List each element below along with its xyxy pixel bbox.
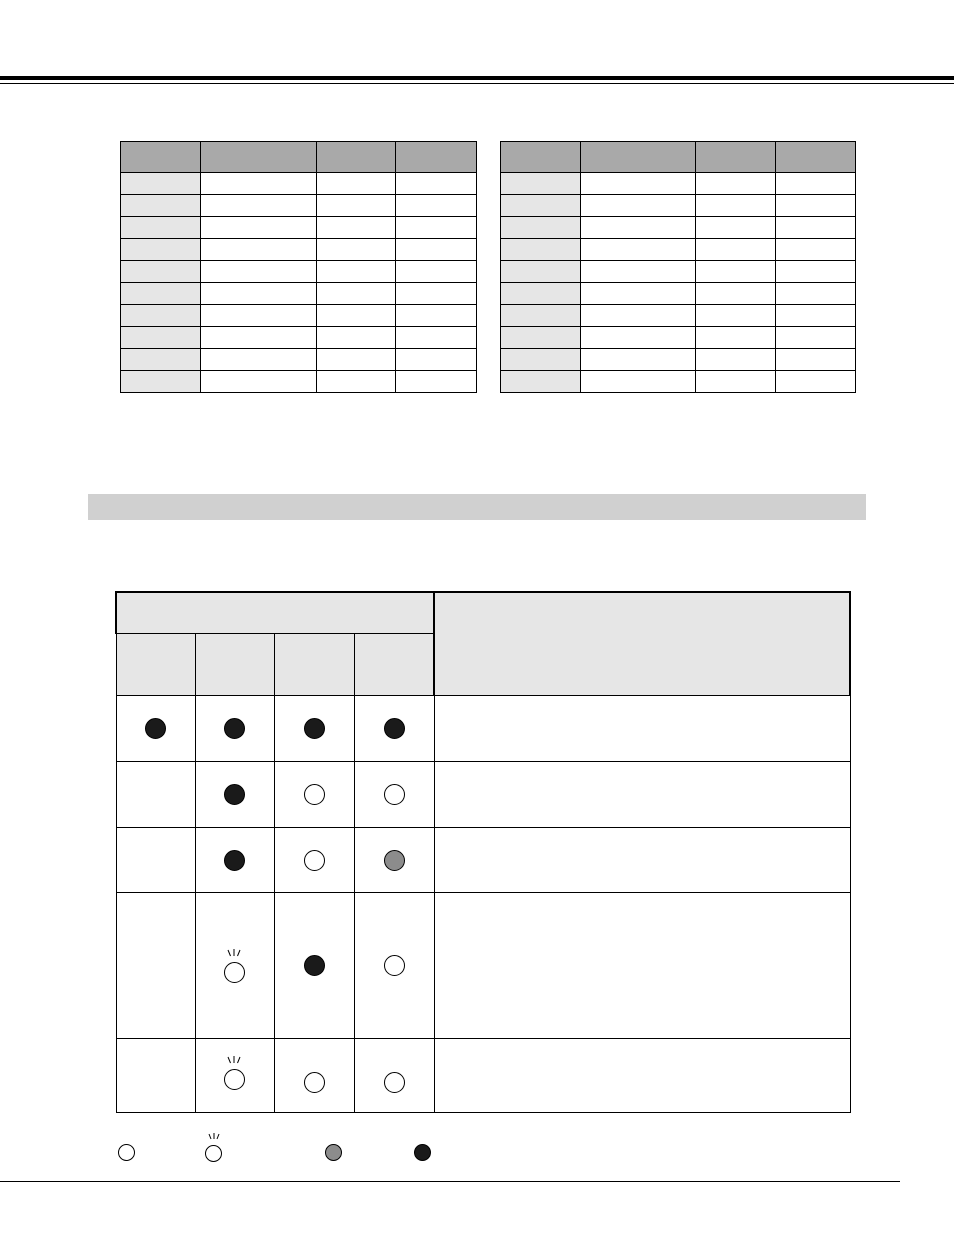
value-cell — [696, 349, 776, 371]
spec-table-row — [121, 173, 477, 195]
value-cell — [696, 195, 776, 217]
value-cell — [201, 327, 317, 349]
value-cell — [317, 217, 396, 239]
value-cell — [696, 305, 776, 327]
value-cell — [581, 305, 696, 327]
indicator-row — [116, 696, 850, 762]
indicator-cell — [354, 696, 434, 762]
indicator-cell — [195, 828, 274, 893]
led-intermediate-icon — [384, 850, 405, 871]
legend — [118, 1132, 538, 1162]
condition-description-cell — [434, 696, 850, 762]
indicator-cell — [354, 762, 434, 828]
led-blinking-icon — [223, 949, 247, 983]
spec-table-row — [501, 173, 856, 195]
indicator-cell — [195, 1039, 274, 1113]
value-cell — [396, 283, 477, 305]
spec-table-row — [121, 305, 477, 327]
legend-item-off — [118, 1144, 135, 1162]
indicator-row — [116, 828, 850, 893]
spec-table-left — [120, 141, 477, 393]
value-cell — [396, 349, 477, 371]
value-cell — [581, 173, 696, 195]
value-cell — [776, 261, 856, 283]
value-cell — [776, 327, 856, 349]
indicator-group-header — [116, 592, 434, 634]
spec-table-row — [501, 261, 856, 283]
value-cell — [581, 239, 696, 261]
row-label-cell — [121, 217, 201, 239]
indicator-column-header — [116, 634, 195, 696]
value-cell — [396, 305, 477, 327]
value-cell — [396, 195, 477, 217]
value-cell — [396, 327, 477, 349]
indicator-cell — [116, 762, 195, 828]
led-on-icon — [145, 718, 166, 739]
row-label-cell — [501, 283, 581, 305]
value-cell — [776, 195, 856, 217]
header-cell — [396, 142, 477, 173]
value-cell — [776, 305, 856, 327]
led-off-icon — [118, 1144, 135, 1161]
condition-description-cell — [434, 1039, 850, 1113]
value-cell — [581, 349, 696, 371]
spec-table-row — [501, 327, 856, 349]
indicator-row — [116, 762, 850, 828]
value-cell — [201, 195, 317, 217]
indicator-cell — [274, 1039, 354, 1113]
spec-table-row — [121, 283, 477, 305]
indicator-row — [116, 893, 850, 1039]
row-label-cell — [501, 239, 581, 261]
row-label-cell — [501, 371, 581, 393]
value-cell — [201, 371, 317, 393]
indicator-column-header — [274, 634, 354, 696]
row-label-cell — [501, 261, 581, 283]
indicator-cell — [116, 828, 195, 893]
value-cell — [201, 261, 317, 283]
led-on-icon — [384, 718, 405, 739]
value-cell — [776, 217, 856, 239]
header-cell — [501, 142, 581, 173]
led-blinking-icon — [223, 1056, 247, 1090]
value-cell — [201, 349, 317, 371]
value-cell — [696, 261, 776, 283]
indicator-header-row — [116, 592, 850, 634]
top-rule-thick — [0, 76, 954, 80]
header-cell — [201, 142, 317, 173]
indicator-cell — [116, 1039, 195, 1113]
indicator-cell — [195, 762, 274, 828]
value-cell — [317, 349, 396, 371]
row-label-cell — [501, 195, 581, 217]
value-cell — [696, 173, 776, 195]
indicator-cell — [274, 762, 354, 828]
spec-table-header-row — [501, 142, 856, 173]
value-cell — [201, 283, 317, 305]
indicator-cell — [274, 828, 354, 893]
spec-table-row — [121, 239, 477, 261]
header-cell — [696, 142, 776, 173]
led-intermediate-icon — [325, 1144, 342, 1161]
value-cell — [696, 239, 776, 261]
row-label-cell — [121, 283, 201, 305]
spec-table-row — [121, 349, 477, 371]
value-cell — [317, 173, 396, 195]
section-heading-band — [88, 494, 866, 520]
value-cell — [776, 173, 856, 195]
value-cell — [581, 217, 696, 239]
value-cell — [396, 217, 477, 239]
value-cell — [581, 371, 696, 393]
row-label-cell — [501, 173, 581, 195]
led-blinking-icon — [204, 1133, 224, 1162]
led-off-icon — [304, 784, 325, 805]
led-on-icon — [304, 955, 325, 976]
spec-table-row — [501, 305, 856, 327]
value-cell — [201, 173, 317, 195]
row-label-cell — [501, 217, 581, 239]
value-cell — [317, 261, 396, 283]
row-label-cell — [501, 349, 581, 371]
indicator-cell — [354, 1039, 434, 1113]
indicator-cell — [195, 696, 274, 762]
value-cell — [201, 305, 317, 327]
led-off-icon — [384, 784, 405, 805]
spec-table-row — [501, 217, 856, 239]
spec-table-row — [501, 349, 856, 371]
spec-table-row — [501, 239, 856, 261]
led-on-icon — [304, 718, 325, 739]
value-cell — [696, 327, 776, 349]
row-label-cell — [121, 327, 201, 349]
value-cell — [317, 327, 396, 349]
value-cell — [776, 371, 856, 393]
row-label-cell — [121, 173, 201, 195]
top-rule-thin — [0, 83, 954, 84]
value-cell — [317, 371, 396, 393]
value-cell — [581, 261, 696, 283]
row-label-cell — [121, 239, 201, 261]
value-cell — [396, 261, 477, 283]
value-cell — [201, 239, 317, 261]
indicator-column-header — [354, 634, 434, 696]
value-cell — [396, 173, 477, 195]
value-cell — [396, 239, 477, 261]
value-cell — [317, 195, 396, 217]
header-cell — [121, 142, 201, 173]
legend-item-blinking — [204, 1133, 224, 1162]
row-label-cell — [121, 305, 201, 327]
indicator-column-header — [195, 634, 274, 696]
indicator-cell — [195, 893, 274, 1039]
condition-description-cell — [434, 828, 850, 893]
value-cell — [581, 195, 696, 217]
led-off-icon — [384, 1072, 405, 1093]
header-cell — [776, 142, 856, 173]
value-cell — [696, 283, 776, 305]
indicator-cell — [274, 893, 354, 1039]
spec-table-row — [501, 283, 856, 305]
spec-table-row — [121, 327, 477, 349]
led-off-icon — [384, 955, 405, 976]
spec-table-row — [121, 195, 477, 217]
condition-description-cell — [434, 893, 850, 1039]
value-cell — [317, 305, 396, 327]
row-label-cell — [121, 261, 201, 283]
spec-table-row — [121, 217, 477, 239]
indicator-table — [115, 591, 851, 1113]
spec-table-row — [501, 371, 856, 393]
value-cell — [396, 371, 477, 393]
value-cell — [776, 239, 856, 261]
value-cell — [696, 217, 776, 239]
spec-table-row — [121, 261, 477, 283]
condition-description-cell — [434, 762, 850, 828]
header-cell — [581, 142, 696, 173]
value-cell — [776, 349, 856, 371]
value-cell — [581, 283, 696, 305]
indicator-row — [116, 1039, 850, 1113]
value-cell — [696, 371, 776, 393]
legend-item-intermediate — [325, 1144, 342, 1162]
led-on-icon — [224, 850, 245, 871]
value-cell — [776, 283, 856, 305]
condition-header — [434, 592, 850, 696]
led-on-icon — [224, 784, 245, 805]
header-cell — [317, 142, 396, 173]
row-label-cell — [121, 195, 201, 217]
indicator-cell — [274, 696, 354, 762]
led-off-icon — [304, 850, 325, 871]
row-label-cell — [121, 371, 201, 393]
row-label-cell — [121, 349, 201, 371]
value-cell — [201, 217, 317, 239]
value-cell — [317, 239, 396, 261]
led-on-icon — [224, 718, 245, 739]
spec-table-row — [121, 371, 477, 393]
indicator-cell — [116, 696, 195, 762]
legend-item-on — [414, 1144, 431, 1162]
spec-table-header-row — [121, 142, 477, 173]
bottom-rule — [0, 1181, 900, 1182]
led-on-icon — [414, 1144, 431, 1161]
value-cell — [317, 283, 396, 305]
spec-table-row — [501, 195, 856, 217]
led-off-icon — [304, 1072, 325, 1093]
row-label-cell — [501, 305, 581, 327]
indicator-cell — [116, 893, 195, 1039]
value-cell — [581, 327, 696, 349]
row-label-cell — [501, 327, 581, 349]
indicator-cell — [354, 828, 434, 893]
spec-table-right — [500, 141, 856, 393]
indicator-cell — [354, 893, 434, 1039]
